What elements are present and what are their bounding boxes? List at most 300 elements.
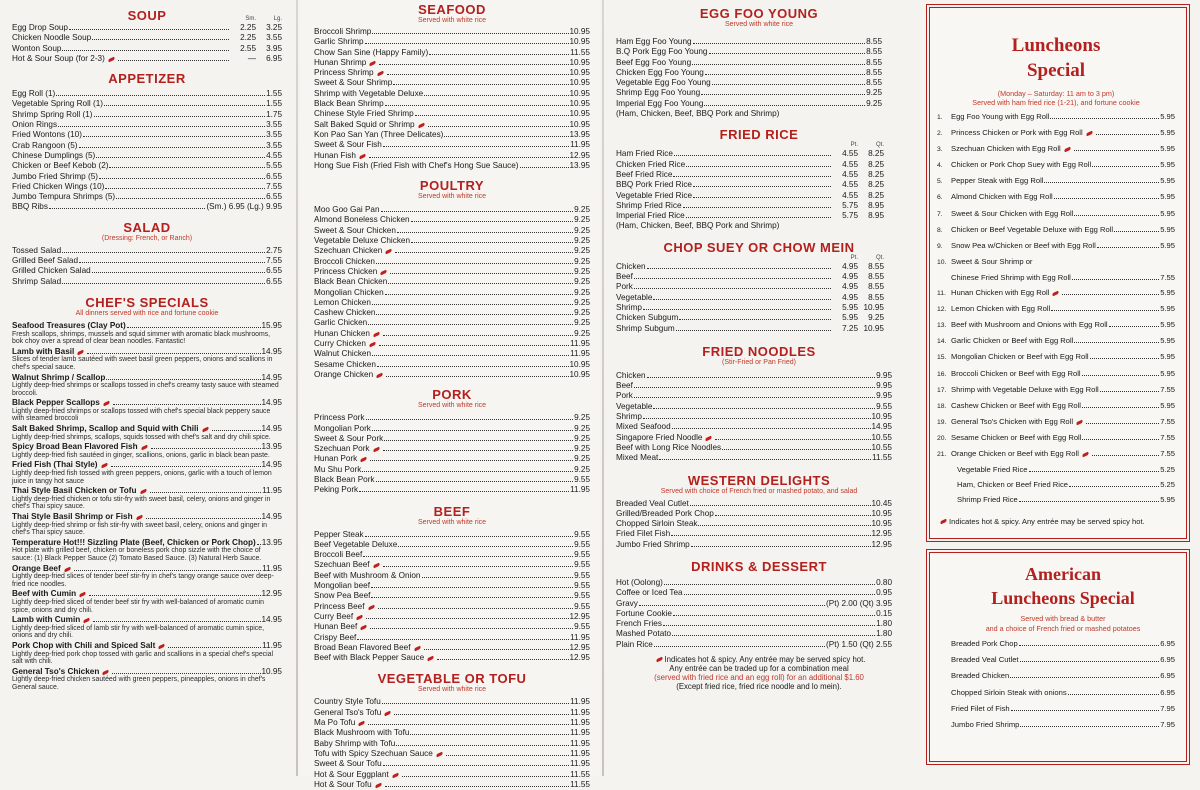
dot-leader [1019,645,1160,646]
menu-item-description: Lightly deep-fried slices of tender beef stir-fry in chef's tangy orange sauce over deep-fried rice noodles. [12,573,274,588]
menu-item-name: Spicy Broad Bean Flavored Fish [12,442,138,452]
luncheon-item [937,109,1175,125]
menu-item-price: 13.95 [569,129,590,139]
dot-leader [679,319,831,320]
menu-item-name: Almond Boneless Chicken [314,215,410,225]
menu-item-price: 11.95 [570,718,590,728]
dot-leader [113,404,261,405]
menu-item-price-qt: 10.95 [863,323,884,333]
menu-item-price: 9.25 [574,318,590,328]
dot-leader [62,50,229,51]
column-2 [300,0,600,789]
menu-item-price: 1.75 [266,109,282,119]
dot-leader [212,430,261,431]
menu-item-price: 11.95 [262,486,282,496]
menu-item-name: Pork [616,282,633,292]
menu-item-price: 12.95 [871,529,892,539]
menu-item-price: 9.25 [574,297,590,307]
dot-leader [368,724,569,725]
menu-item-price-pt: 4.55 [842,149,858,159]
luncheon-item-price: 5.95 [1160,495,1175,505]
menu-item-name: Chicken Fried Rice [616,159,686,169]
menu-item-price: 10.95 [569,109,590,119]
menu-item-name: Chicken [616,261,646,271]
menu-item-price: 9.55 [574,529,590,539]
menu-item-price: 8.55 [866,57,882,67]
menu-item [314,360,590,370]
luncheon-item-name: Mongolian Chicken or Beef with Egg Roll [951,352,1089,362]
menu-item-name: Pork [616,391,633,401]
menu-item [314,151,590,161]
menu-item [314,739,590,749]
dot-leader [116,198,265,199]
menu-item-price-pt: 5.75 [842,200,858,210]
menu-item-price: 9.25 [574,433,590,443]
chili-icon [108,57,116,63]
dot-leader [1054,198,1160,199]
dot-leader [659,459,871,460]
menu-item-price: 15.95 [261,320,282,330]
dot-leader [69,29,229,30]
menu-item-price: 13.95 [569,160,590,170]
beef-subtitle: Served with white rice [417,518,487,526]
soup-title: SOUP [127,8,167,23]
dot-leader [379,345,569,346]
menu-item-price: 11.95 [570,728,590,738]
luncheon-item-name: Sweet & Sour Shrimp or [951,256,1033,266]
menu-item-name: Hunan Fish [314,150,356,160]
dot-leader [686,166,831,167]
menu-item-name: Fried Filet Fish [616,529,671,539]
luncheon-item-price: 5.95 [1160,320,1175,330]
luncheon-item [937,414,1175,430]
dot-leader [365,43,569,44]
dot-leader [109,167,265,168]
menu-item-price-pt: 5.95 [842,302,858,312]
dot-leader [151,448,261,449]
dot-leader [693,43,866,44]
menu-item-price: 11.55 [570,769,590,779]
dot-leader [58,126,265,127]
menu-item-price: 14.95 [261,460,282,470]
menu-item-price-pt: 4.55 [842,190,858,200]
menu-item-price: 10.45 [871,498,892,508]
menu-item-name: Country Style Tofu [314,697,381,707]
luncheon-title-1: Luncheons [1011,35,1101,56]
menu-item-name: BBQ Pork Fried Rice [616,180,692,190]
menu-item-price: 11.95 [570,738,590,748]
dot-leader [381,211,574,212]
menu-item-name: Salt Baked Shrimp, Scallop and Squid with Chili [12,424,199,434]
luncheon-title-2: Special [1026,60,1086,81]
dot-leader [1010,677,1159,678]
dot-leader [643,418,871,419]
menu-item-price: 10.95 [569,57,590,67]
luncheon-item-price: 5.95 [1160,192,1175,202]
luncheon-item-price: 5.95 [1160,128,1175,138]
drinks-list [616,578,902,650]
menu-item [12,192,282,202]
menu-item-price-lg: 6.95 [266,53,282,63]
menu-item [314,424,590,434]
luncheon-item-number: 19. [937,418,947,426]
beef-list [314,530,590,664]
dot-leader [684,594,875,595]
dot-leader [376,314,573,315]
american-served-2: and a choice of French fried or mashed potatoes [985,624,1141,633]
menu-item [12,460,282,470]
menu-item-price: 9.25 [574,328,590,338]
menu-item-price: 9.25 [866,88,882,98]
menu-item-name: Shrimp [616,302,642,312]
menu-item-name: Shrimp with Vegetable Deluxe [314,88,424,98]
dot-leader [168,647,261,648]
menu-item-price-qt: 8.55 [868,272,884,282]
menu-item-price: 0.80 [876,577,892,587]
luncheon-item-price: 5.25 [1160,480,1175,490]
menu-item-name: Crispy Beef [314,632,357,642]
menu-item [616,88,882,98]
menu-item-price: 11.95 [570,632,590,642]
dot-leader [62,283,265,284]
menu-item-name: Crab Rangoon (5) [12,140,78,150]
dot-leader [92,39,229,40]
menu-item-name: Egg Drop Soup [12,23,68,32]
dot-leader [673,176,831,177]
menu-item-price-qt: 8.25 [868,169,884,179]
dot-leader [722,449,870,450]
dot-leader [362,471,573,472]
dot-leader [93,621,260,622]
menu-item-name: Mongolian Pork [314,423,371,433]
chili-icon [201,427,209,433]
menu-item [314,475,590,485]
dot-leader [398,546,573,547]
menu-item-name: Hot & Sour Eggplant [314,769,389,779]
menu-item-price: 11.95 [570,748,590,758]
western-title: WESTERN DELIGHTS [687,472,831,488]
luncheon-item-number: 8. [937,226,943,234]
menu-item [616,599,892,609]
menu-item-name: Vegetable [616,401,653,411]
chili-icon [135,515,143,521]
dot-leader [653,408,875,409]
menu-item-name: Vegetable Fried Rice [616,190,693,200]
menu-item-name: Black Bean Chicken [314,277,388,287]
menu-item-price: 9.25 [574,215,590,225]
menu-item [314,27,590,37]
dot-leader [105,188,265,189]
menu-item [314,308,590,318]
dot-leader [83,136,265,137]
dot-leader [1109,326,1160,327]
column-4 [912,0,1200,776]
chili-icon [376,71,384,77]
menu-item-price: 10.95 [569,359,590,369]
luncheon-item-price: 5.95 [1160,160,1175,170]
menu-item [616,640,892,650]
luncheon-item-name: Beef with Mushroom and Onions with Egg Roll [951,320,1108,330]
menu-item-price-lg: 3.95 [266,43,282,53]
menu-item-name: Princess Pork [314,413,365,423]
menu-item-price: 8.55 [866,37,882,46]
luncheon-item-number: 11. [937,290,946,298]
menu-item-price-sm: 2.55 [240,43,256,53]
dot-leader [654,646,825,647]
luncheon-item-number: 17. [937,386,947,394]
american-title-2: Luncheons Special [991,588,1135,608]
menu-item [314,109,590,119]
chili-icon [360,457,368,463]
menu-item-price-pt: 5.75 [842,211,858,221]
dot-leader [411,242,573,243]
menu-item [314,89,590,99]
footnote-line-3: (served with fried rice and an egg roll) for an additional $1.60 [654,673,864,683]
dot-leader [397,232,573,233]
menu-item-price-qt: 8.95 [868,211,884,221]
dot-leader [150,492,262,493]
menu-item [12,398,282,408]
menu-item-name: Szechuan Chicken [314,246,383,256]
dot-leader [664,584,875,585]
chefs-subtitle: All dinners served with rice and fortune cookie [75,309,219,317]
menu-item-name: Princess Chicken [314,266,378,276]
menu-item [12,161,282,171]
chili-icon [385,249,393,255]
menu-item [616,499,892,509]
menu-item [314,58,590,68]
menu-item-description: Lightly deep-fried shrimps or scallops tossed in chef's creamy tasty sauce with steamed broccoli. [12,382,279,397]
menu-item [12,512,282,522]
menu-item [12,130,282,140]
chopsuey-title: CHOP SUEY OR CHOW MEIN [663,239,855,255]
menu-item [12,424,282,434]
menu-item-name: Sesame Chicken [314,359,376,369]
chili-icon [83,618,91,624]
luncheon-item-name: Chicken or Pork Chop Suey with Egg Roll [951,160,1092,170]
luncheon-item-price: 5.95 [1160,224,1175,234]
luncheon-item [937,238,1175,254]
american-item-price: 6.95 [1160,639,1175,648]
menu-item [314,349,590,359]
menu-item [314,236,590,246]
dot-leader [79,147,266,148]
menu-item-price: 9.25 [866,98,882,108]
menu-item [314,708,590,718]
dot-leader [1074,342,1159,343]
menu-item [616,293,884,303]
dot-leader [704,105,865,106]
menu-item-name: Chicken Noodle Soup [12,33,92,43]
luncheon-item [937,125,1175,141]
menu-item [314,485,590,495]
chili-icon [158,644,166,650]
menu-item-name: Vegetable [616,292,653,302]
menu-item-name: Curry Beef [314,611,354,621]
menu-item-description: Fresh scallops, shrimps, mussels and squid simmer with aromatic black mushrooms, bok choy over a spread of clear bean noodles. Fantastic! [12,330,271,346]
menu-item-name: Chinese Dumplings (5) [12,150,96,160]
menu-item-price: 14.95 [261,372,282,382]
luncheon-item-number: 3. [937,146,943,154]
american-item-price: 7.95 [1160,703,1175,713]
luncheon-item-price: 5.95 [1160,144,1175,154]
menu-item-name: Mixed Meat [616,453,659,463]
menu-item [616,170,884,180]
dot-leader [377,366,569,367]
menu-item-name: Mu Shu Pork [314,464,362,474]
menu-item-description: Lightly deep-fried pork chop tossed with garlic and scallions in a special chef's special salt with chili. [12,650,274,666]
luncheon-item-name: Ham, Chicken or Beef Fried Rice [957,480,1068,490]
chili-icon [435,752,443,758]
menu-item-name: Thai Style Basil Chicken or Tofu [12,486,137,496]
menu-item-price-qt: 8.25 [868,149,884,159]
menu-item [314,591,590,601]
menu-item [12,172,282,182]
menu-item-name: Hong Sue Fish (Fried Fish with Chef's Hong Sue Sauce) [314,160,519,170]
menu-item-price: 10.95 [871,519,892,529]
dot-leader [118,60,229,61]
menu-item [12,182,282,192]
menu-item-name: Walnut Shrimp / Scallop [12,372,106,382]
american-item-name: Jumbo Fried Shrimp [951,720,1020,730]
dot-leader [1069,486,1159,487]
fold-line [296,0,298,776]
luncheon-special-box [926,4,1190,542]
menu-item-price: 11.95 [570,339,590,349]
menu-item [616,443,892,453]
luncheon-item-price: 5.95 [1160,240,1175,250]
chili-icon [140,445,148,451]
menu-item-price: 9.55 [574,570,590,580]
menu-item-name: Grilled/Breaded Pork Chop [616,508,714,518]
menu-item-name: Broccoli Chicken [314,256,375,266]
dot-leader [520,167,569,168]
luncheon-item-price: 7.55 [1160,384,1175,394]
dot-leader [396,745,569,746]
menu-item-name: Shrimp Fried Rice [616,200,682,210]
chili-icon [374,782,382,788]
poultry-list [314,205,590,380]
menu-item-name: Hunan Pork [314,454,358,464]
luncheon-item [937,206,1175,222]
menu-item-price: (Pt) 1.50 (Qt) 2.55 [826,639,892,649]
menu-item-name: Mongolian Chicken [314,287,384,297]
menu-item [314,161,590,171]
dot-leader [87,353,260,354]
menu-item [616,509,892,519]
luncheon-item-name: Cashew Chicken or Beef with Egg Roll [951,400,1081,410]
menu-item-price-sm: 2.25 [240,33,256,43]
menu-item [314,246,590,256]
luncheon-item-name: General Tso's Chicken with Egg Roll [951,416,1074,426]
menu-item [12,256,282,266]
menu-item-price: 1.55 [266,99,282,109]
dot-leader [357,639,569,640]
luncheon-item [937,189,1175,205]
menu-item-price-sm: — [247,53,256,63]
menu-item [314,205,590,215]
dot-leader [372,430,573,431]
menu-item-price: 9.55 [574,560,590,570]
menu-item-price-qt: 8.25 [868,180,884,190]
menu-item-name: Vegetable Spring Roll (1) [12,99,104,109]
menu-item-name: Ham Fried Rice [616,149,673,159]
dot-leader [383,146,569,147]
menu-item-price: 9.25 [574,225,590,235]
menu-item-price: 10.95 [569,37,590,47]
dot-leader [92,272,265,273]
luncheon-item-name: Shrimp Fried Rice [957,495,1018,505]
menu-item [314,759,590,769]
menu-item [12,33,282,43]
dot-leader [402,776,569,777]
chili-icon [63,566,71,572]
dot-leader [395,252,573,253]
menu-item [314,267,590,277]
chili-icon [380,270,388,276]
menu-item-name: Black Mushroom with Tofu [314,728,410,738]
luncheon-item-name: Lemon Chicken with Egg Roll [951,304,1051,314]
american-item [951,701,1175,717]
dot-leader [422,577,574,578]
american-item-price: 6.95 [1160,655,1175,665]
menu-item-name: Beef Vegetable Deluxe [314,539,398,549]
menu-item-price: 9.95 [876,381,892,391]
menu-item-price: 9.25 [574,246,590,256]
menu-item-price: 14.95 [261,512,282,521]
menu-item-name: Hunan Chicken [314,328,370,338]
menu-item [12,202,282,212]
dot-leader [1050,118,1159,119]
menu-item-price: 11.55 [570,47,590,57]
menu-item [314,68,590,78]
menu-item [314,622,590,632]
menu-item [314,329,590,339]
menu-item-price: 11.55 [570,779,590,789]
menu-item [314,277,590,287]
appetizer-list [12,89,282,213]
chili-icon [1085,131,1093,137]
menu-item-price: 9.25 [574,444,590,454]
menu-item-name: Chicken Egg Foo Young [616,67,704,77]
menu-item-name: Beef with Mushroom & Onion [314,570,421,580]
size-header-pt: Pt. [850,254,858,261]
luncheon-item [937,446,1175,462]
dot-leader [424,649,569,650]
menu-item-price: 3.55 [266,120,282,130]
dot-leader [370,460,573,461]
luncheon-item-name: Sesame Chicken or Beef with Egg Roll [951,432,1082,442]
menu-item-name: Hunan Beef [314,622,358,632]
menu-item-name: Shrimp Subgum [616,323,675,333]
menu-item [12,151,282,161]
chili-icon [376,373,384,379]
menu-item-price-qt: 8.25 [868,159,884,169]
menu-item [12,120,282,130]
dot-leader [359,491,569,492]
pork-list [314,413,590,495]
menu-item [616,402,892,412]
menu-item-name: Baby Shrimp with Tofu [314,738,396,748]
menu-item-price-pt: 4.95 [842,261,858,271]
luncheon-item-name: Chinese Fried Shrimp with Egg Roll [951,272,1071,282]
noodles-list [616,371,902,464]
menu-item-price-lg: 3.55 [266,33,282,43]
menu-item-price: 3.55 [266,130,282,140]
chili-icon [372,447,380,453]
eggfoo-list [616,37,902,109]
menu-item-price: 9.95 [876,370,892,380]
